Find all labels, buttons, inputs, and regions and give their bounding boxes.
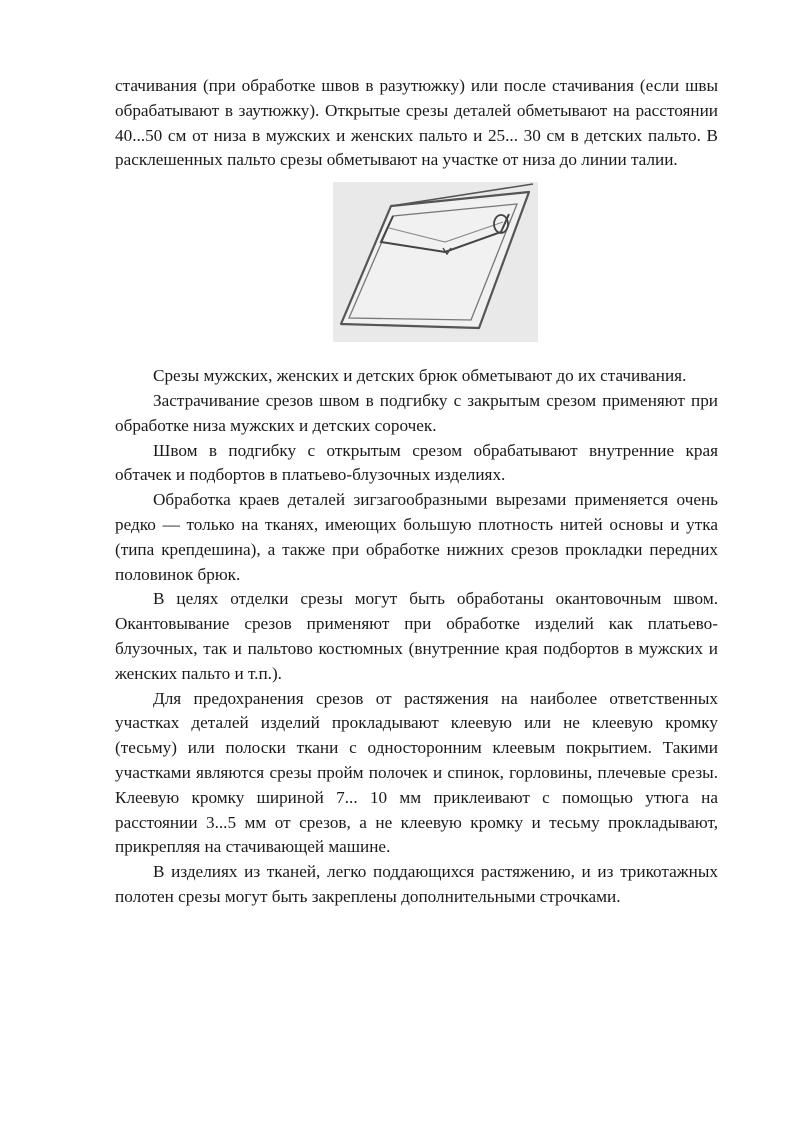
pocket-flap-illustration [333,182,538,342]
paragraph-stay-tape: Для предохранения срезов от растяжения на наиболее ответственных участках деталей изделий прокладывают клеевую или не клеевую кромку (тесьму) или полоски ткани с односторонним клеевым покрытием. Такими участками являются срезы пройм полочек и спинок, горловины, плечевые срезы. Клеевую кромку шириной 7... 10 мм приклеивают с помощью утюга на расстоянии 3...5 мм от срезов, а не клеевую кромку и тесьму прокладывают, прикрепляя на стачивающей машине. [115,688,718,857]
paragraph-zigzag: Обработка краев деталей зигзагообразными вырезами применяется очень редко — только на тканях, имеющих большую плотность нитей основы и утка (типа крепдешина), а также при обработке нижних срезов прокладки передних половинок брюк. [115,490,718,584]
paragraph-trousers: Срезы мужских, женских и детских брюк обметывают до их стачивания. [153,366,687,386]
paragraph-binding-seam: В целях отделки срезы могут быть обработаны окантовочным швом. Окантовывание срезов применяют при обработке изделий как платьево-блузочных, так и пальтово костюмных (внутренние края подбортов в мужских и женских пальто и т.п.). [115,589,718,683]
intro-paragraph: стачивания (при обработке швов в разутюжку) или после стачивания (если швы обрабатывают в заутюжку). Открытые срезы деталей обметывают на расстоянии 40...50 см от низа в мужских и женских пальто и 25... 30 см в детских пальто. В расклешенных пальто срезы обметывают на участке от низа до линии талии. [115,76,718,170]
pocket-flap-sketch-icon [333,182,538,342]
paragraph-open-hem: Швом в подгибку с открытым срезом обрабатывают внутренние края обтачек и подбортов в платьево-блузочных изделиях. [115,440,718,485]
paragraph-extra-stitching: В изделиях из тканей, легко поддающихся растяжению, и из трикотажных полотен срезы могут быть закреплены дополнительными строчками. [115,862,718,906]
document-page [115,74,718,910]
paragraph-closed-hem: Застрачивание срезов швом в подгибку с закрытым срезом применяют при обработке низа мужских и детских сорочек. [115,390,718,435]
